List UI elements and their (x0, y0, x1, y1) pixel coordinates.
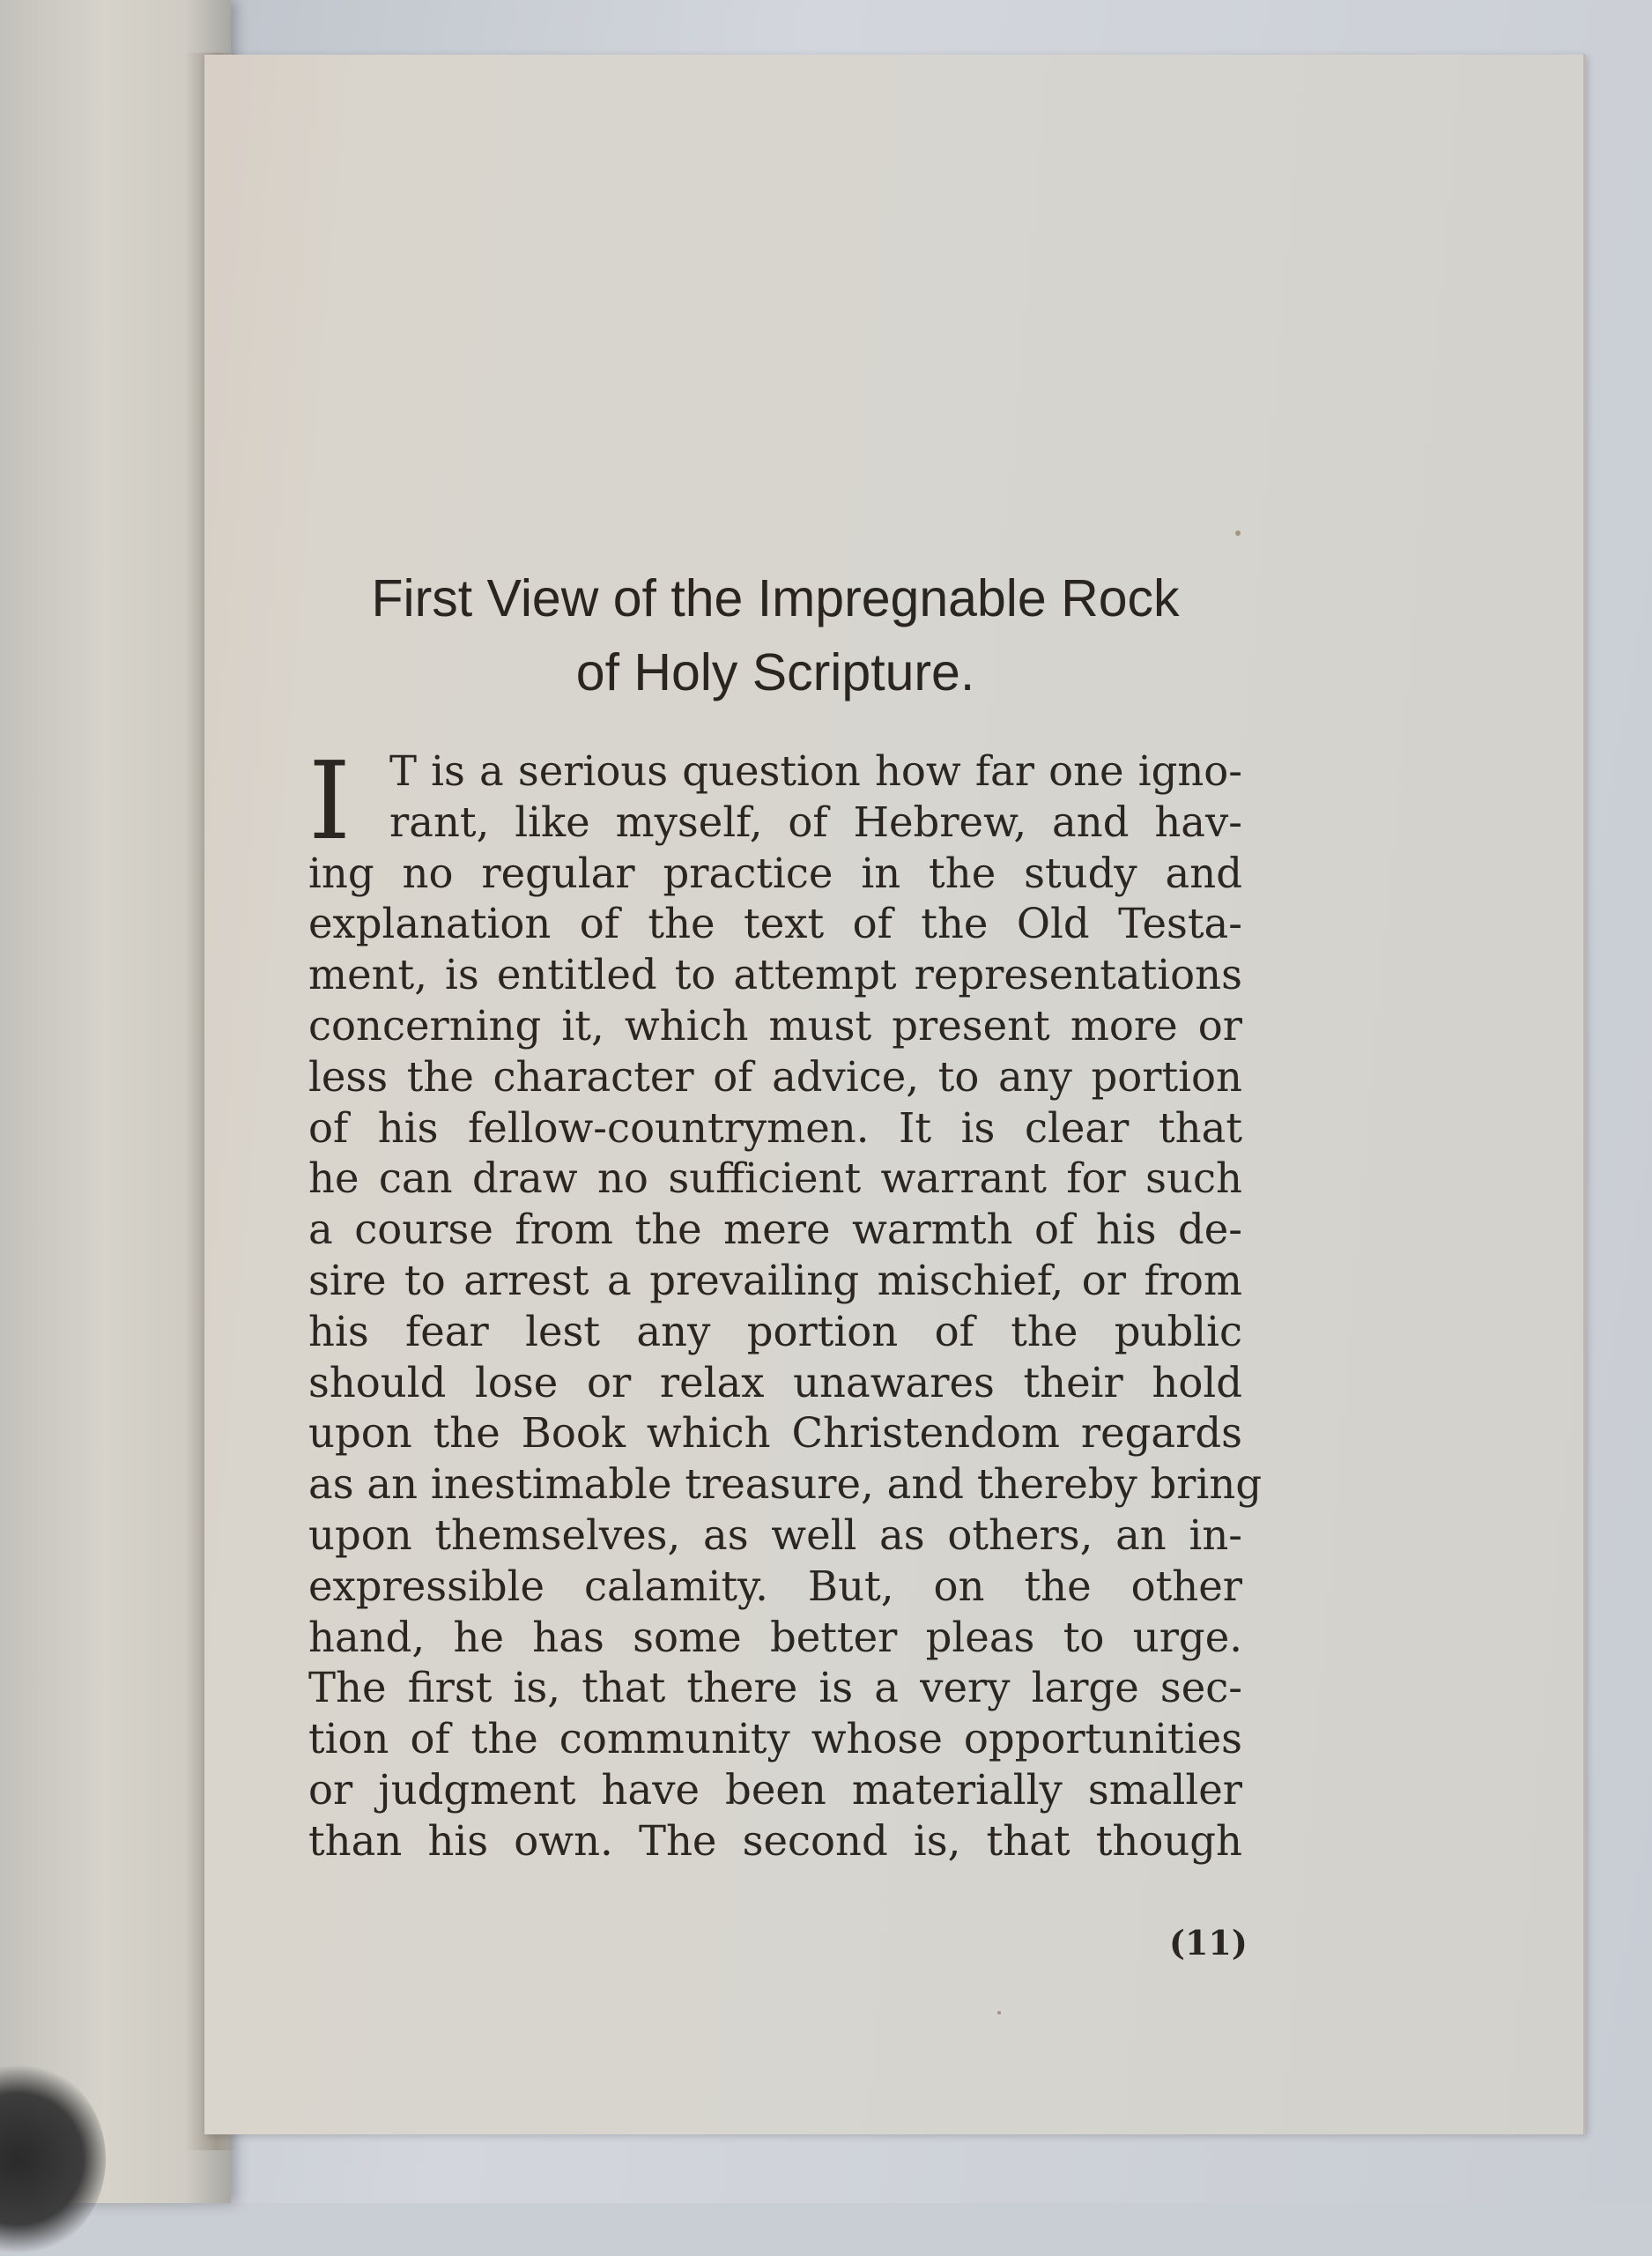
text-line: tion of the community whose opportunities (308, 1715, 1242, 1763)
text-line: concerning it, which must present more or (308, 1001, 1242, 1050)
text-line: ing no regular practice in the study and (308, 849, 1242, 897)
text-line: should lose or relax unawares their hold (308, 1358, 1242, 1406)
text-line: he can draw no sufficient warrant for such (308, 1154, 1242, 1203)
printed-page (204, 55, 1586, 2134)
corner-shadow (0, 2062, 106, 2256)
text-line: upon the Book which Christendom regards (308, 1409, 1242, 1458)
paper-speck (997, 2011, 1001, 2015)
chapter-title (308, 561, 1242, 709)
text-line: than his own. The second is, that though (308, 1816, 1242, 1865)
text-line: his fear lest any portion of the public (308, 1307, 1242, 1355)
text-line: T is a serious question how far one igno- (389, 747, 1242, 795)
text-line: ment, is entitled to attempt representations (308, 951, 1242, 999)
text-line: as an inestimable treasure, and thereby bring (308, 1460, 1263, 1509)
text-line: of his fellow-countrymen. It is clear that (308, 1103, 1242, 1152)
text-line: a course from the mere warmth of his de- (308, 1206, 1242, 1254)
chapter-title-line-1: First View of the Impregnable Rock (371, 569, 1180, 627)
paper-speck (1235, 531, 1241, 536)
text-line: rant, like myself, of Hebrew, and hav- (389, 798, 1242, 846)
chapter-title-line-2: of Holy Scripture. (575, 643, 975, 701)
text-line: The first is, that there is a very large sec- (308, 1664, 1242, 1712)
text-line: explanation of the text of the Old Testa- (308, 900, 1242, 948)
text-line: upon themselves, as well as others, an in- (308, 1510, 1242, 1559)
text-block (308, 561, 1263, 1867)
page-number: (11) (1169, 1923, 1248, 1963)
text-line: expressible calamity. But, on the other (308, 1562, 1242, 1610)
text-line: less the character of advice, to any portion (308, 1052, 1242, 1101)
text-line: sire to arrest a prevailing mischief, or from (308, 1256, 1242, 1304)
text-line: hand, he has some better pleas to urge. (308, 1613, 1242, 1661)
body-paragraph (308, 738, 1263, 1867)
text-line: or judgment have been materially smaller (308, 1765, 1242, 1814)
drop-cap: I (308, 738, 352, 864)
